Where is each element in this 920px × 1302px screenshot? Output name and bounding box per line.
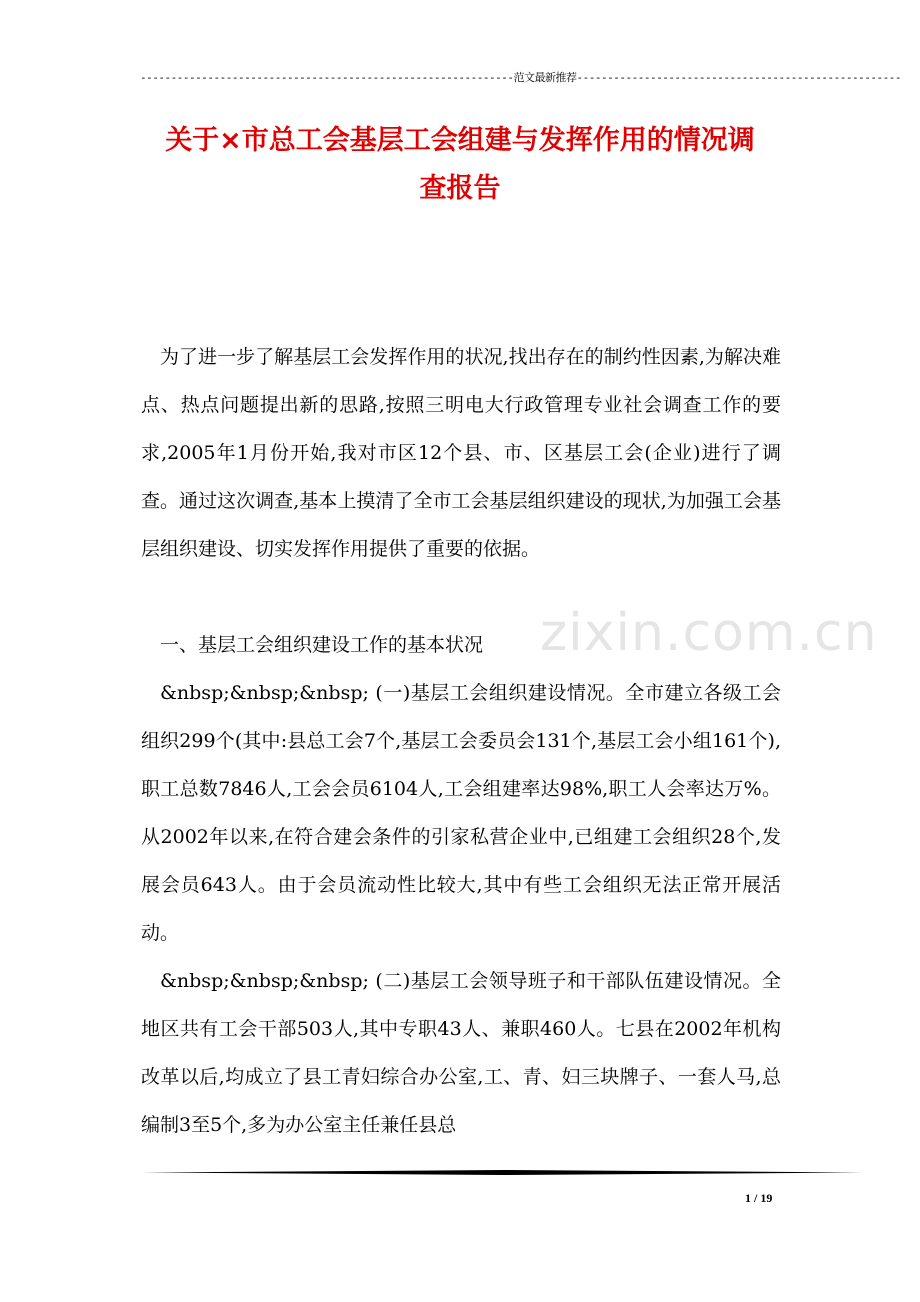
page-number: 1 / 19 (745, 1191, 773, 1205)
document-title-line-2: 查报告 (419, 173, 501, 204)
document-title-line-1: 关于×市总工会基层工会组建与发挥作用的情况调 (165, 125, 755, 156)
paragraph-section-1-2: &nbsp;&nbsp;&nbsp; (二)基层工会领导班子和干部队伍建设情况。全地区共有工会干部503人,其中专职43人、兼职460人。七县在2002年机构改革以后,均成立了县工青妇综合办公室,工、青、妇三块牌子、一套人马,总编制3至5个,多为办公室主任兼任县总 (141, 970, 781, 1136)
watermark: zixin.com.cn (540, 603, 878, 663)
paragraph-section-1-1: &nbsp;&nbsp;&nbsp; (一)基层工会组织建设情况。全市建立各级工会组织299个(其中:县总工会7个,基层工会委员会131个,基层工会小组161个),职工总数7846人,工会会员6104人,工会组建率达98%,职工人会率达万%。从2002年以来,在符合建会条件的引家私营企业中,已组建工会组织28个,发展会员643人。由于会员流动性比较大,其中有些工会组织无法正常开展活动。 (141, 682, 781, 944)
paragraph-intro: 为了进一步了解基层工会发挥作用的状况,找出存在的制约性因素,为解决难点、热点问题提出新的思路,按照三明电大行政管理专业社会调查工作的要求,2005年1月份开始,我对市区12个县、市、区基层工会(企业)进行了调查。通过这次调查,基本上摸清了全市工会基层组织建设的现状,为加强工会基层组织建设、切实发挥作用提供了重要的依据。 (141, 346, 781, 560)
footer-rule (141, 1170, 863, 1175)
section-heading-1: 一、基层工会组织建设工作的基本状况 (160, 634, 484, 656)
page-header: -------------------------------------------------------------范文最新推荐----------------------------------------------------- (140, 71, 901, 84)
